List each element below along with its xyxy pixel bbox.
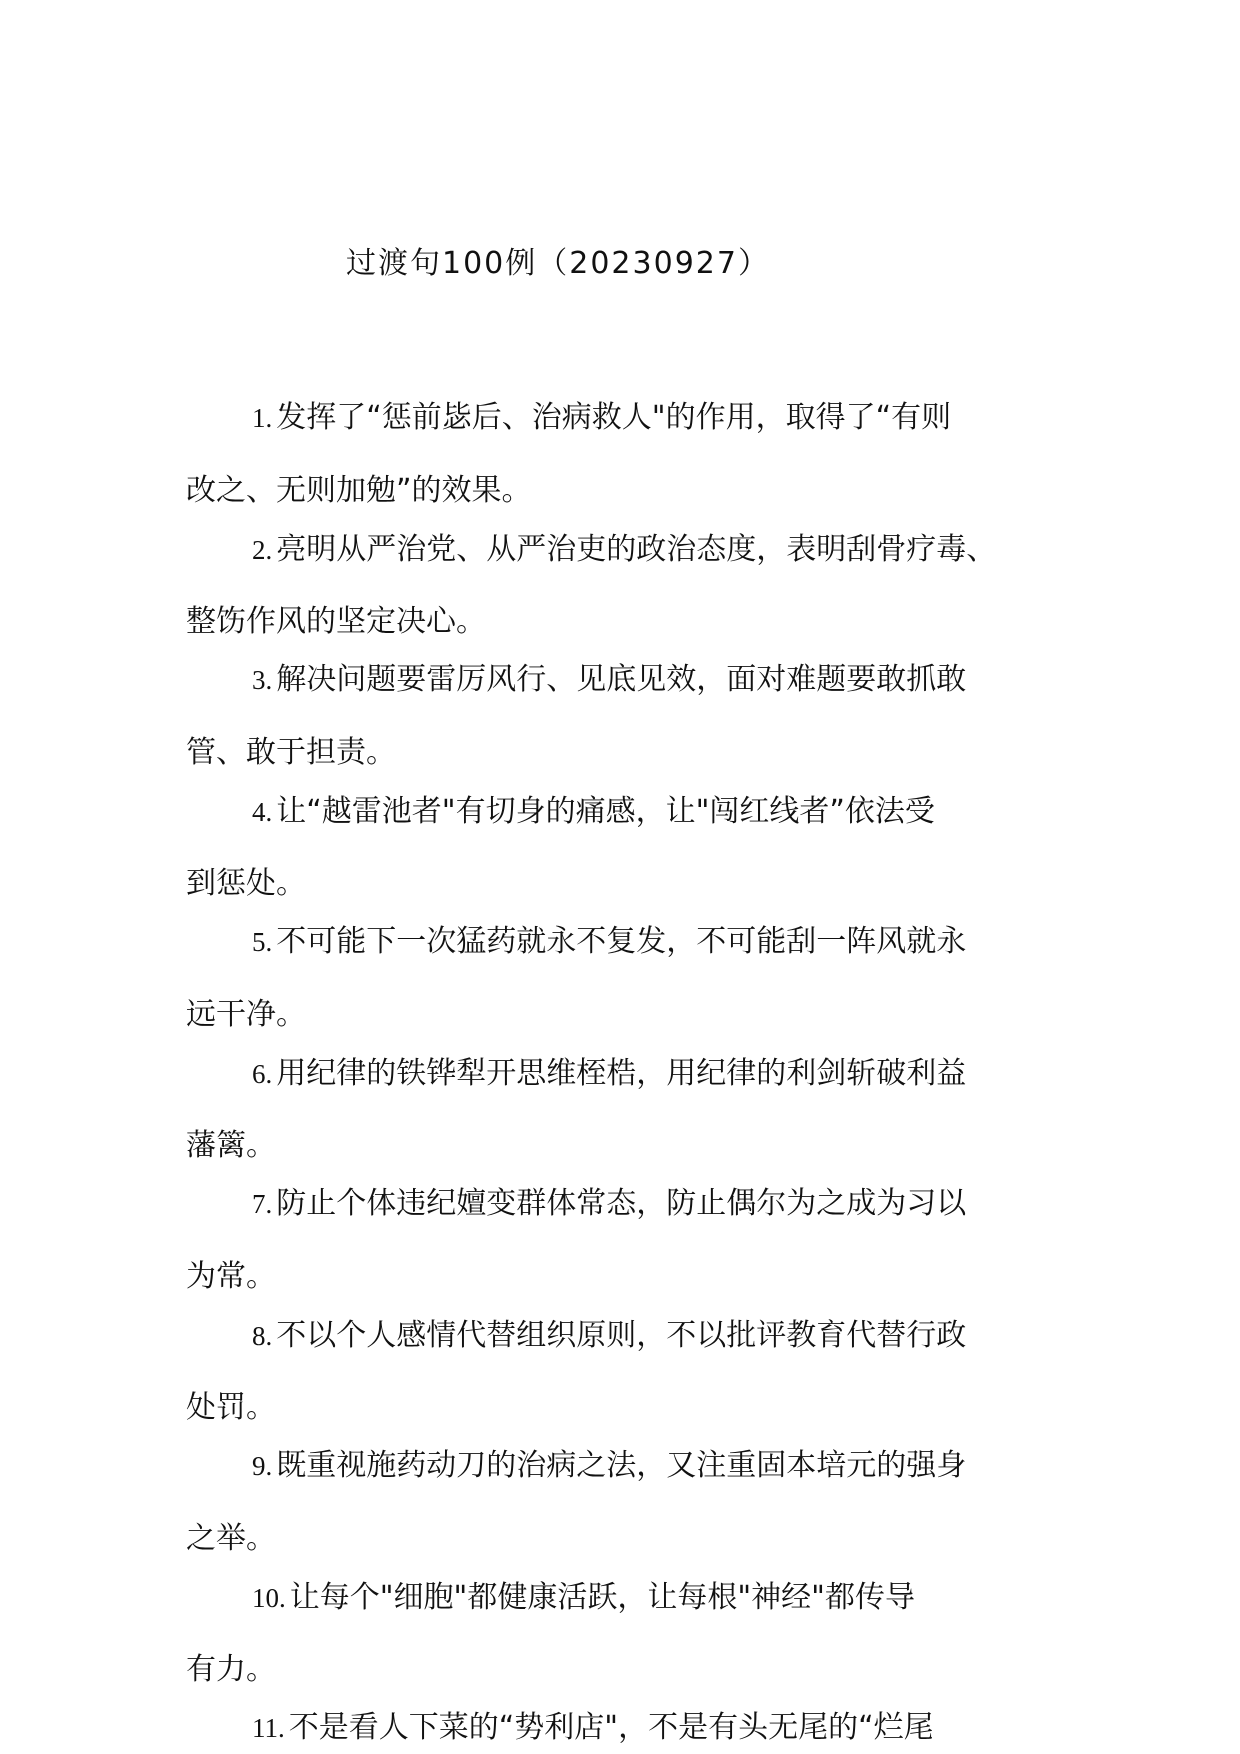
list-item xyxy=(252,1054,966,1094)
item-number: 5. xyxy=(252,927,273,957)
list-item xyxy=(252,398,951,438)
list-item-continuation: 处罚。 xyxy=(186,1390,276,1425)
list-item xyxy=(252,1316,966,1356)
item-number: 8. xyxy=(252,1321,273,1351)
list-item xyxy=(252,530,996,570)
item-number: 7. xyxy=(252,1189,273,1219)
list-item-continuation: 改之、无则加勉”的效果。 xyxy=(186,473,532,508)
item-number: 11. xyxy=(252,1713,285,1743)
list-item-continuation: 有力。 xyxy=(186,1652,276,1687)
item-number: 1. xyxy=(252,403,273,433)
list-item xyxy=(252,1446,966,1486)
list-item-continuation: 整饬作风的坚定决心。 xyxy=(186,604,486,639)
list-item-continuation: 远干净。 xyxy=(186,997,306,1032)
item-text: 让“越雷池者"有切身的痛感，让"闯红线者”依法受 xyxy=(276,794,935,829)
list-item-continuation: 藩篱。 xyxy=(186,1128,276,1163)
list-item-continuation: 到惩处。 xyxy=(186,866,306,901)
item-number: 2. xyxy=(252,535,273,565)
item-text: 让每个"细胞"都健康活跃，让每根"神经"都传导 xyxy=(289,1580,915,1615)
list-item xyxy=(252,922,966,962)
item-number: 10. xyxy=(252,1583,286,1613)
item-text: 不是看人下菜的“势利店"，不是有头无尾的“烂尾 xyxy=(288,1710,934,1745)
item-text: 不可能下一次猛药就永不复发，不可能刮一阵风就永 xyxy=(276,924,967,959)
list-item xyxy=(252,660,966,700)
item-number: 6. xyxy=(252,1059,273,1089)
item-text: 既重视施药动刀的治病之法，又注重固本培元的强身 xyxy=(276,1448,967,1483)
item-number: 3. xyxy=(252,665,273,695)
item-text: 不以个人感情代替组织原则，不以批评教育代替行政 xyxy=(276,1318,967,1353)
item-number: 9. xyxy=(252,1451,273,1481)
document-title: 过渡句100例（20230927） xyxy=(346,246,770,281)
item-text: 解决问题要雷厉风行、见底见效，面对难题要敢抓敢 xyxy=(276,662,967,697)
list-item xyxy=(252,1578,915,1618)
list-item-continuation: 之举。 xyxy=(186,1521,276,1556)
item-text: 用纪律的铁铧犁开思维桎梏，用纪律的利剑斩破利益 xyxy=(276,1056,967,1091)
item-text: 发挥了“惩前毖后、治病救人"的作用，取得了“有则 xyxy=(276,400,952,435)
item-text: 防止个体违纪嬗变群体常态，防止偶尔为之成为习以 xyxy=(276,1186,967,1221)
item-text: 亮明从严治党、从严治吏的政治态度，表明刮骨疗毒、 xyxy=(276,532,997,567)
list-item xyxy=(252,1184,966,1224)
item-number: 4. xyxy=(252,797,273,827)
list-item xyxy=(252,792,935,832)
list-item-continuation: 管、敢于担责。 xyxy=(186,735,396,770)
list-item xyxy=(252,1708,934,1748)
list-item-continuation: 为常。 xyxy=(186,1259,276,1294)
